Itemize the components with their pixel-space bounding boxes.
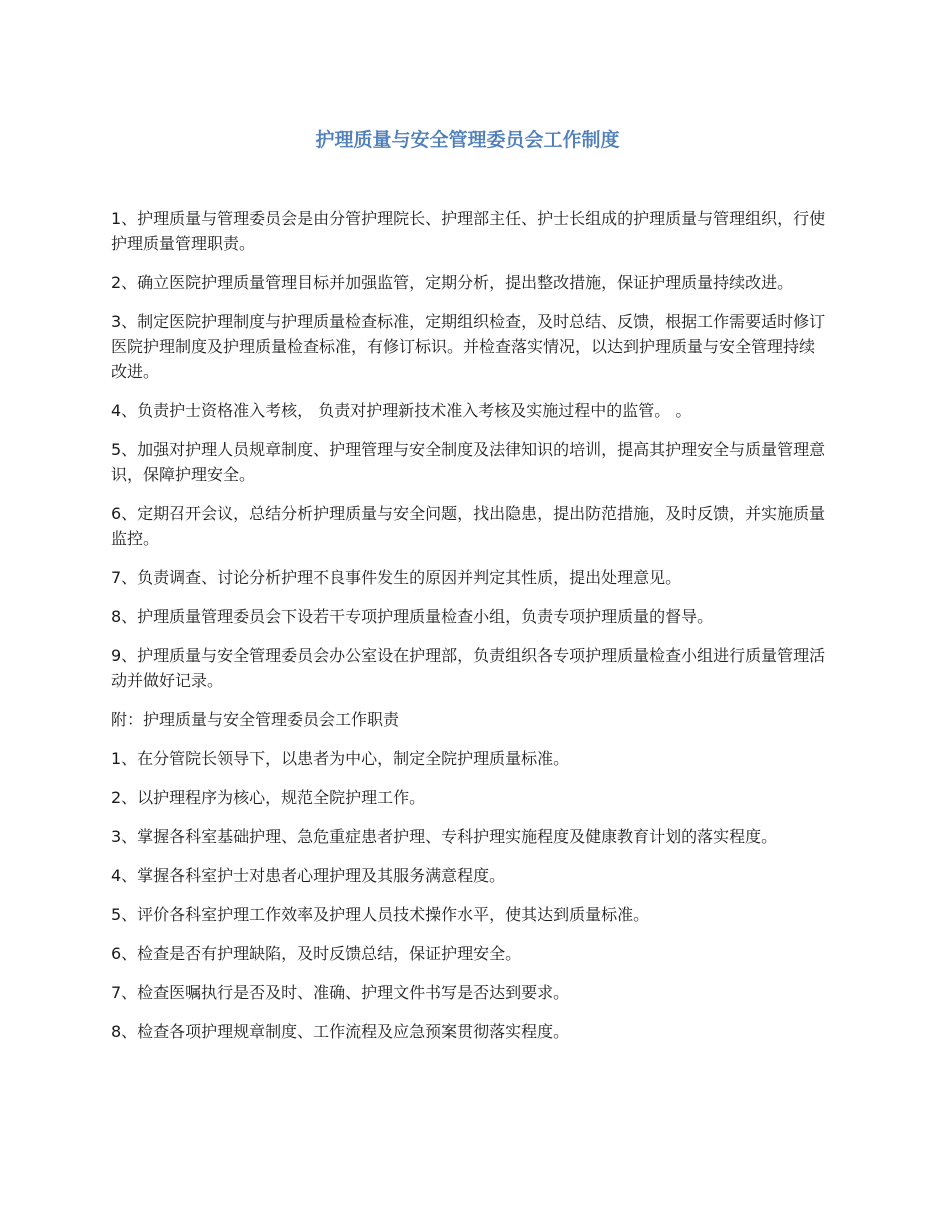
paragraph: 1、护理质量与管理委员会是由分管护理院长、护理部主任、护士长组成的护理质量与管理组织，行使护理质量管理职责。 [111, 209, 826, 253]
paragraph: 2、以护理程序为核心，规范全院护理工作。 [111, 788, 426, 807]
paragraph: 7、检查医嘱执行是否及时、准确、护理文件书写是否达到要求。 [111, 983, 570, 1002]
paragraph: 8、护理质量管理委员会下设若干专项护理质量检查小组，负责专项护理质量的督导。 [111, 607, 714, 626]
paragraph: 6、定期召开会议，总结分析护理质量与安全问题，找出隐患，提出防范措施，及时反馈，并实施质量监控。 [111, 504, 826, 548]
paragraph: 9、护理质量与安全管理委员会办公室设在护理部，负责组织各专项护理质量检查小组进行质量管理活动并做好记录。 [111, 646, 826, 690]
document-body [111, 206, 827, 1058]
paragraph: 5、加强对护理人员规章制度、护理管理与安全制度及法律知识的培训，提高其护理安全与质量管理意识，保障护理安全。 [111, 440, 826, 484]
paragraph: 1、在分管院长领导下，以患者为中心，制定全院护理质量标准。 [111, 749, 570, 768]
paragraph: 4、负责护士资格准入考核， 负责对护理新技术准入考核及实施过程中的监管。 。 [111, 401, 692, 420]
paragraph: 2、确立医院护理质量管理目标并加强监管，定期分析，提出整改措施，保证护理质量持续改进。 [111, 273, 794, 292]
paragraph: 5、评价各科室护理工作效率及护理人员技术操作水平，使其达到质量标准。 [111, 905, 650, 924]
paragraph: 6、检查是否有护理缺陷，及时反馈总结，保证护理安全。 [111, 944, 522, 963]
document-title: 护理质量与安全管理委员会工作制度 [315, 129, 620, 151]
paragraph: 3、制定医院护理制度与护理质量检查标准，定期组织检查，及时总结、反馈，根据工作需要适时修订医院护理制度及护理质量检查标准，有修订标识。并检查落实情况，以达到护理质量与安全管理持续改进。 [111, 312, 826, 381]
paragraph: 8、检查各项护理规章制度、工作流程及应急预案贯彻落实程度。 [111, 1022, 570, 1041]
paragraph: 4、掌握各科室护士对患者心理护理及其服务满意程度。 [111, 866, 506, 885]
paragraph: 7、负责调查、讨论分析护理不良事件发生的原因并判定其性质，提出处理意见。 [111, 568, 682, 587]
appendix-heading: 附：护理质量与安全管理委员会工作职责 [111, 710, 400, 729]
paragraph: 3、掌握各科室基础护理、急危重症患者护理、专科护理实施程度及健康教育计划的落实程度。 [111, 827, 778, 846]
